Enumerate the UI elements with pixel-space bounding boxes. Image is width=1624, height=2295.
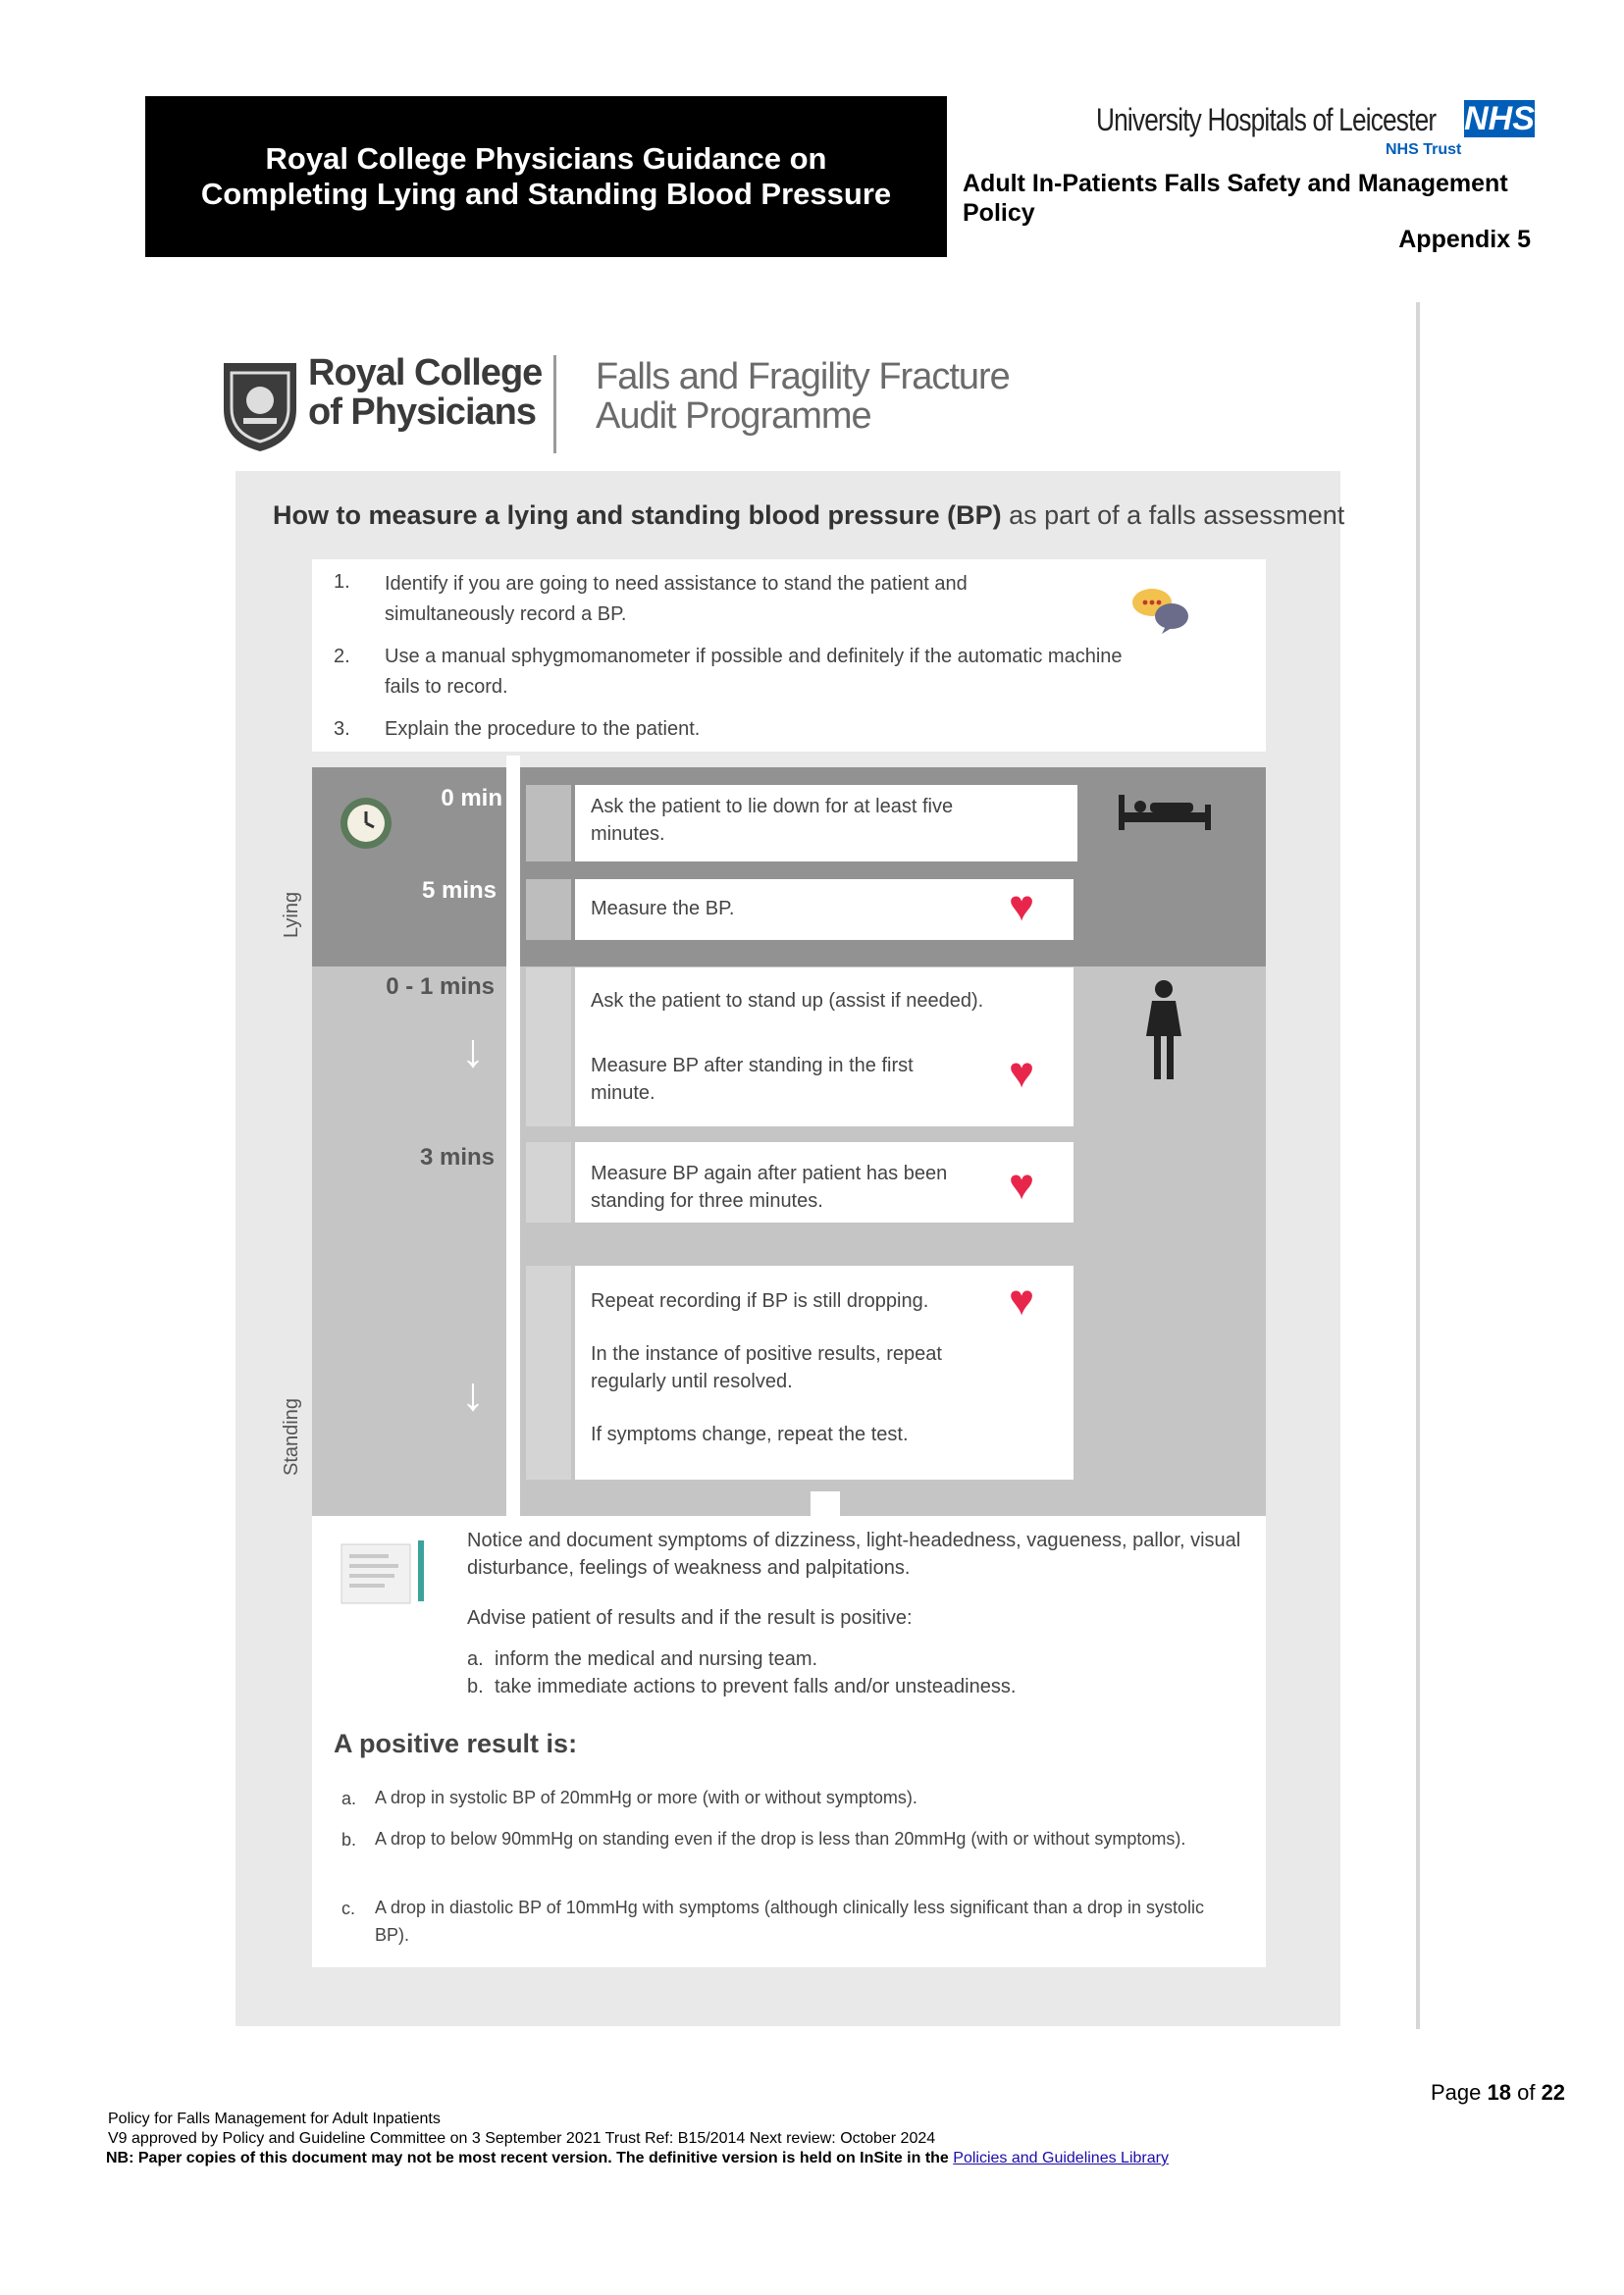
rcp-name-line2: of Physicians [308,391,536,433]
footer-line3 [106,2149,1169,2168]
advise-letter: b. [467,1676,484,1697]
down-arrow-icon: ↓ [461,1369,485,1421]
document-title-box [145,96,947,257]
measure-three-minutes-text: Measure BP again after patient has been standing for three minutes. [591,1163,948,1212]
page-prefix: Page [1431,2080,1488,2105]
trust-name: University Hospitals of Leicester [1096,102,1437,137]
rcp-name [308,353,542,432]
time-0-min: 0 min [441,785,502,811]
time-0-1-mins: 0 - 1 mins [386,973,495,1000]
lying-label: Lying [281,891,302,938]
symptoms-change-text: If symptoms change, repeat the test. [591,1424,909,1445]
timeline-separator [506,756,520,1517]
box-tab [526,967,571,1126]
document-notes-icon [340,1539,430,1605]
appendix-label: Appendix 5 [1398,226,1531,253]
step-number: 1. [334,571,350,593]
rcp-name-line1: Royal College [308,352,543,393]
nhs-trust-label: NHS Trust [1386,141,1462,158]
positive-item: A drop to below 90mmHg on standing even if the drop is less than 20mmHg (with or without symptoms). [375,1829,1186,1849]
positive-result-heading: A positive result is: [334,1729,578,1758]
page-total: 22 [1541,2080,1566,2105]
box-tab [526,1266,571,1480]
timeline-notch [811,1491,840,1517]
logo-divider [553,355,556,453]
policies-library-link[interactable]: Policies and Guidelines Library [953,2150,1169,2166]
intro-step: Explain the procedure to the patient. [385,718,701,740]
positive-letter: b. [341,1830,357,1850]
footer-line2: V9 approved by Policy and Guideline Committee on 3 September 2021 Trust Ref: B15/2014 Next review: October 2024 [108,2130,936,2147]
programme-name-line2: Audit Programme [596,395,871,437]
poster-title [273,500,1344,531]
down-arrow-icon: ↓ [461,1025,485,1077]
intro-step: Use a manual sphygmomanometer if possible and definitely if the automatic machine fails to record. [385,646,1123,698]
box-tab [526,785,571,861]
measure-first-minute-text: Measure BP after standing in the first minute. [591,1055,914,1104]
positive-letter: a. [341,1789,357,1808]
poster-title-bold: How to measure a lying and standing blood pressure (BP) [273,500,1002,530]
positive-item: A drop in diastolic BP of 10mmHg with symptoms (although clinically less significant than a drop in systolic BP). [375,1898,1205,1945]
standing-label: Standing [281,1398,302,1476]
intro-step: Identify if you are going to need assistance to stand the patient and simultaneously record a BP. [385,573,968,625]
rcp-crest-icon [218,355,302,453]
advise-item: take immediate actions to prevent falls and/or unsteadiness. [495,1676,1017,1697]
box-tab [526,1142,571,1223]
lie-down-text: Ask the patient to lie down for at least five minutes. [591,796,954,845]
advise-text: Advise patient of results and if the result is positive: [467,1607,913,1629]
programme-name [596,357,1010,436]
positive-letter: c. [341,1899,356,1918]
heart-icon: ♥ [1009,1277,1035,1325]
page-current: 18 [1487,2080,1511,2105]
document-title-line2: Completing Lying and Standing Blood Pressure [200,177,892,211]
measure-bp-text: Measure the BP. [591,898,735,919]
nhs-logo: NHS [1464,100,1535,137]
page-of: of [1510,2080,1542,2105]
standing-steps-box [575,967,1074,1126]
poster-title-rest: as part of a falls assessment [1001,500,1345,530]
heart-icon: ♥ [1009,882,1035,930]
box-tab [526,879,571,940]
stand-up-text: Ask the patient to stand up (assist if needed). [591,990,984,1012]
notice-text: Notice and document symptoms of dizziness, light-headedness, vagueness, pallor, visual disturbance, feelings of weakness and palpitations. [467,1530,1241,1579]
step-number: 3. [334,718,350,740]
standing-person-icon [1142,979,1185,1081]
page-number [1431,2080,1565,2106]
footer-note: NB: Paper copies of this document may not be most recent version. The definitive version is held on InSite in the [106,2150,954,2166]
time-3-mins: 3 mins [419,1144,495,1171]
footer-line1: Policy for Falls Management for Adult Inpatients [108,2111,441,2127]
page-divider [1416,302,1420,2029]
heart-icon: ♥ [1009,1161,1035,1209]
measure-bp-box [575,879,1074,940]
repeat-box [575,1266,1074,1480]
advise-letter: a. [467,1648,484,1670]
heart-icon: ♥ [1009,1049,1035,1097]
lie-down-box [575,785,1077,861]
speech-bubbles-icon [1130,585,1191,636]
positive-results-text: In the instance of positive results, repeat regularly until resolved. [591,1343,942,1392]
advise-item: inform the medical and nursing team. [495,1648,818,1670]
time-5-mins: 5 mins [421,877,497,904]
programme-name-line1: Falls and Fragility Fracture [596,356,1010,397]
repeat-dropping-text: Repeat recording if BP is still dropping. [591,1290,929,1312]
positive-item: A drop in systolic BP of 20mmHg or more (with or without symptoms). [375,1788,917,1807]
document-title-line1: Royal College Physicians Guidance on [265,141,827,176]
step-number: 2. [334,646,350,667]
policy-title: Adult In-Patients Falls Safety and Management Policy [963,170,1508,227]
bed-icon [1117,791,1213,832]
measure-three-minutes-box [575,1142,1074,1223]
